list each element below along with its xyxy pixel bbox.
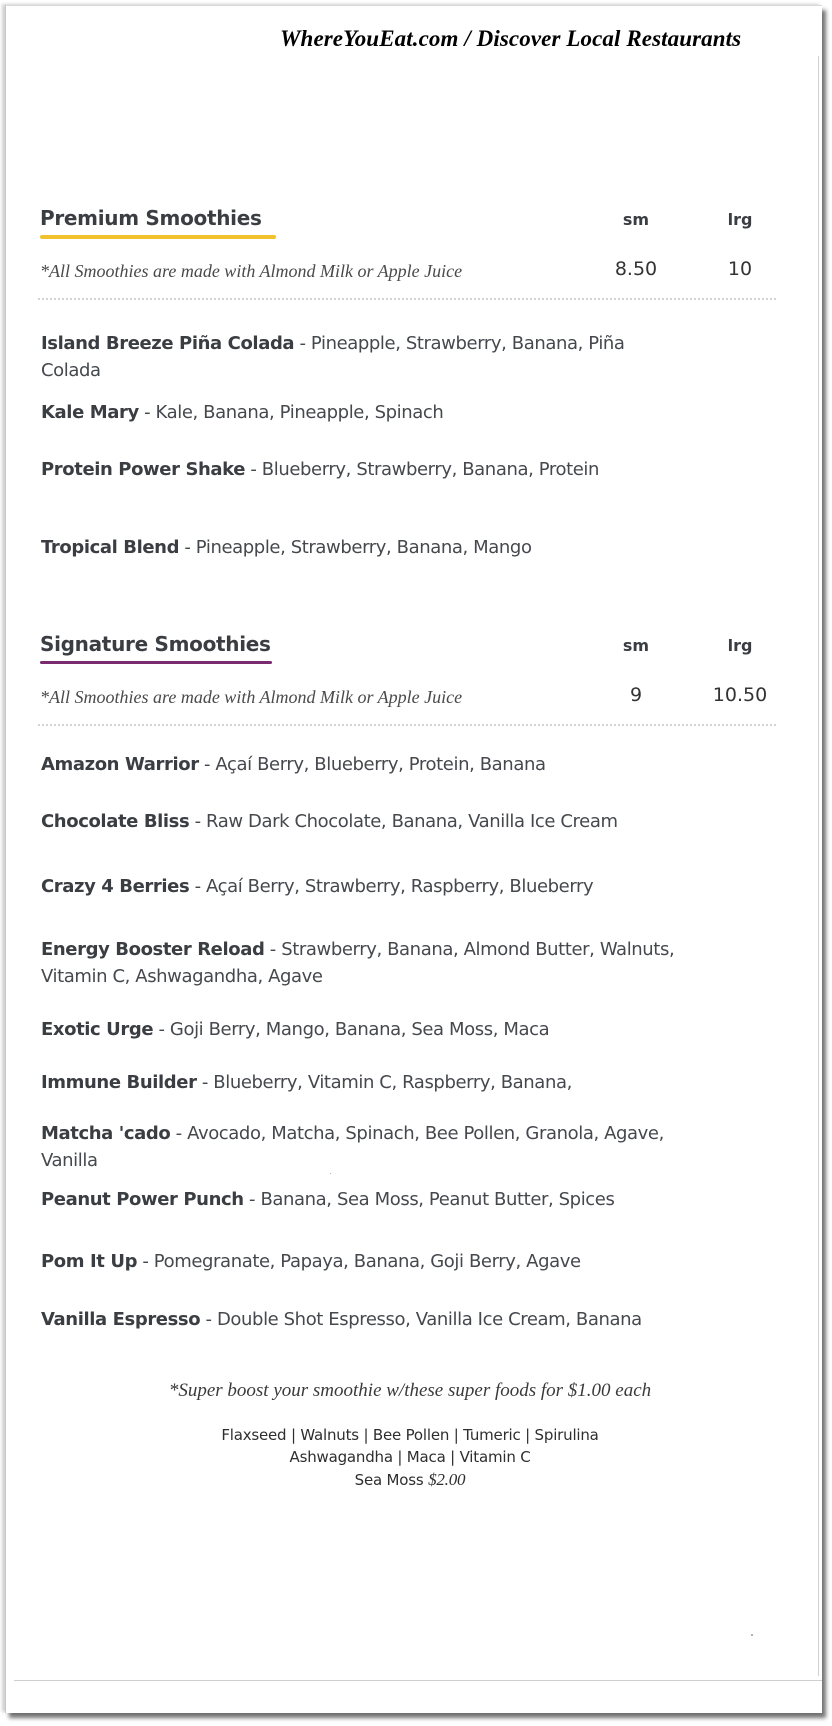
item-name: Island Breeze Piña Colada: [41, 333, 295, 354]
section-underline: [40, 235, 276, 239]
section-title: Signature Smoothies: [40, 632, 271, 656]
item-ingredients: - Kale, Banana, Pineapple, Spinach: [138, 402, 444, 423]
item-name: Protein Power Shake: [41, 459, 246, 480]
milk-note: *All Smoothies are made with Almond Milk or Apple Juice: [40, 687, 463, 707]
super-foods-line-2: Ashwagandha | Maca | Vitamin C: [289, 1448, 531, 1466]
menu-item: [41, 751, 681, 778]
item-name: Matcha 'cado: [41, 1123, 171, 1144]
item-ingredients: - Pineapple, Strawberry, Banana, Mango: [179, 537, 532, 558]
item-name: Amazon Warrior: [41, 754, 199, 775]
sea-moss-addon: [0, 1470, 826, 1490]
item-ingredients: - Açaí Berry, Blueberry, Protein, Banana: [198, 754, 546, 775]
item-name: Exotic Urge: [41, 1019, 154, 1040]
menu-item: [41, 1186, 721, 1213]
menu-item: [41, 873, 721, 900]
menu-item: [41, 1306, 741, 1333]
menu-item: [41, 456, 681, 483]
size-small-header: sm: [622, 210, 650, 229]
menu-item: [41, 534, 681, 561]
dotted-divider: [38, 724, 776, 726]
item-ingredients: - Avocado, Matcha, Spinach, Bee Pollen, Granola, Agave, Vanilla: [41, 1123, 664, 1171]
item-name: Energy Booster Reload: [41, 939, 265, 960]
size-large-header: lrg: [727, 636, 753, 655]
scan-edge-bottom: [14, 1680, 822, 1681]
premium-smoothies-section: [38, 206, 778, 566]
menu-item: [41, 1120, 701, 1174]
sea-moss-price: $2.00: [428, 1470, 466, 1489]
item-name: Kale Mary: [41, 402, 139, 423]
item-ingredients: - Banana, Sea Moss, Peanut Butter, Spices: [243, 1189, 615, 1210]
price-small: 9: [629, 684, 643, 706]
item-ingredients: - Blueberry, Vitamin C, Raspberry, Banana,: [196, 1072, 572, 1093]
item-ingredients: - Double Shot Espresso, Vanilla Ice Cream, Banana: [200, 1309, 642, 1330]
item-ingredients: - Blueberry, Strawberry, Banana, Protein: [245, 459, 600, 480]
item-name: Tropical Blend: [41, 537, 180, 558]
site-header-title: WhereYouEat.com / Discover Local Restaurants: [280, 26, 742, 51]
item-ingredients: - Açaí Berry, Strawberry, Raspberry, Blueberry: [189, 876, 594, 897]
item-name: Pom It Up: [41, 1251, 138, 1272]
price-large: 10.50: [712, 684, 768, 706]
menu-item: [41, 1069, 681, 1096]
item-ingredients: - Goji Berry, Mango, Banana, Sea Moss, Maca: [153, 1019, 550, 1040]
item-ingredients: - Strawberry, Banana, Almond Butter, Walnuts, Vitamin C, Ashwagandha, Agave: [41, 939, 675, 987]
price-large: 10: [727, 258, 753, 280]
menu-item: [41, 1248, 721, 1275]
scan-speck: [751, 1634, 753, 1636]
sea-moss-label: Sea Moss: [354, 1471, 429, 1489]
scan-speck: [330, 1173, 331, 1174]
milk-note: *All Smoothies are made with Almond Milk or Apple Juice: [40, 261, 463, 281]
price-small: 8.50: [614, 258, 658, 280]
section-title: Premium Smoothies: [40, 206, 262, 230]
size-small-header: sm: [622, 636, 650, 655]
menu-item: [41, 808, 721, 835]
item-ingredients: - Raw Dark Chocolate, Banana, Vanilla Ice Cream: [189, 811, 618, 832]
menu-item: [41, 330, 681, 384]
item-name: Vanilla Espresso: [41, 1309, 201, 1330]
menu-item: [41, 936, 681, 990]
section-underline: [40, 661, 272, 664]
item-name: Immune Builder: [41, 1072, 197, 1093]
item-name: Crazy 4 Berries: [41, 876, 190, 897]
item-name: Chocolate Bliss: [41, 811, 190, 832]
menu-item: [41, 1016, 681, 1043]
item-name: Peanut Power Punch: [41, 1189, 244, 1210]
signature-smoothies-section: [38, 632, 778, 1352]
dotted-divider: [38, 298, 776, 300]
super-boost-note: *Super boost your smoothie w/these super foods for $1.00 each: [168, 1380, 652, 1401]
super-foods-line-1: Flaxseed | Walnuts | Bee Pollen | Tumeric | Spirulina: [221, 1426, 599, 1444]
item-ingredients: - Pomegranate, Papaya, Banana, Goji Berry, Agave: [137, 1251, 581, 1272]
item-ingredients: - Pineapple, Strawberry, Banana, Piña Colada: [41, 333, 625, 381]
size-large-header: lrg: [727, 210, 753, 229]
menu-item: [41, 399, 681, 426]
